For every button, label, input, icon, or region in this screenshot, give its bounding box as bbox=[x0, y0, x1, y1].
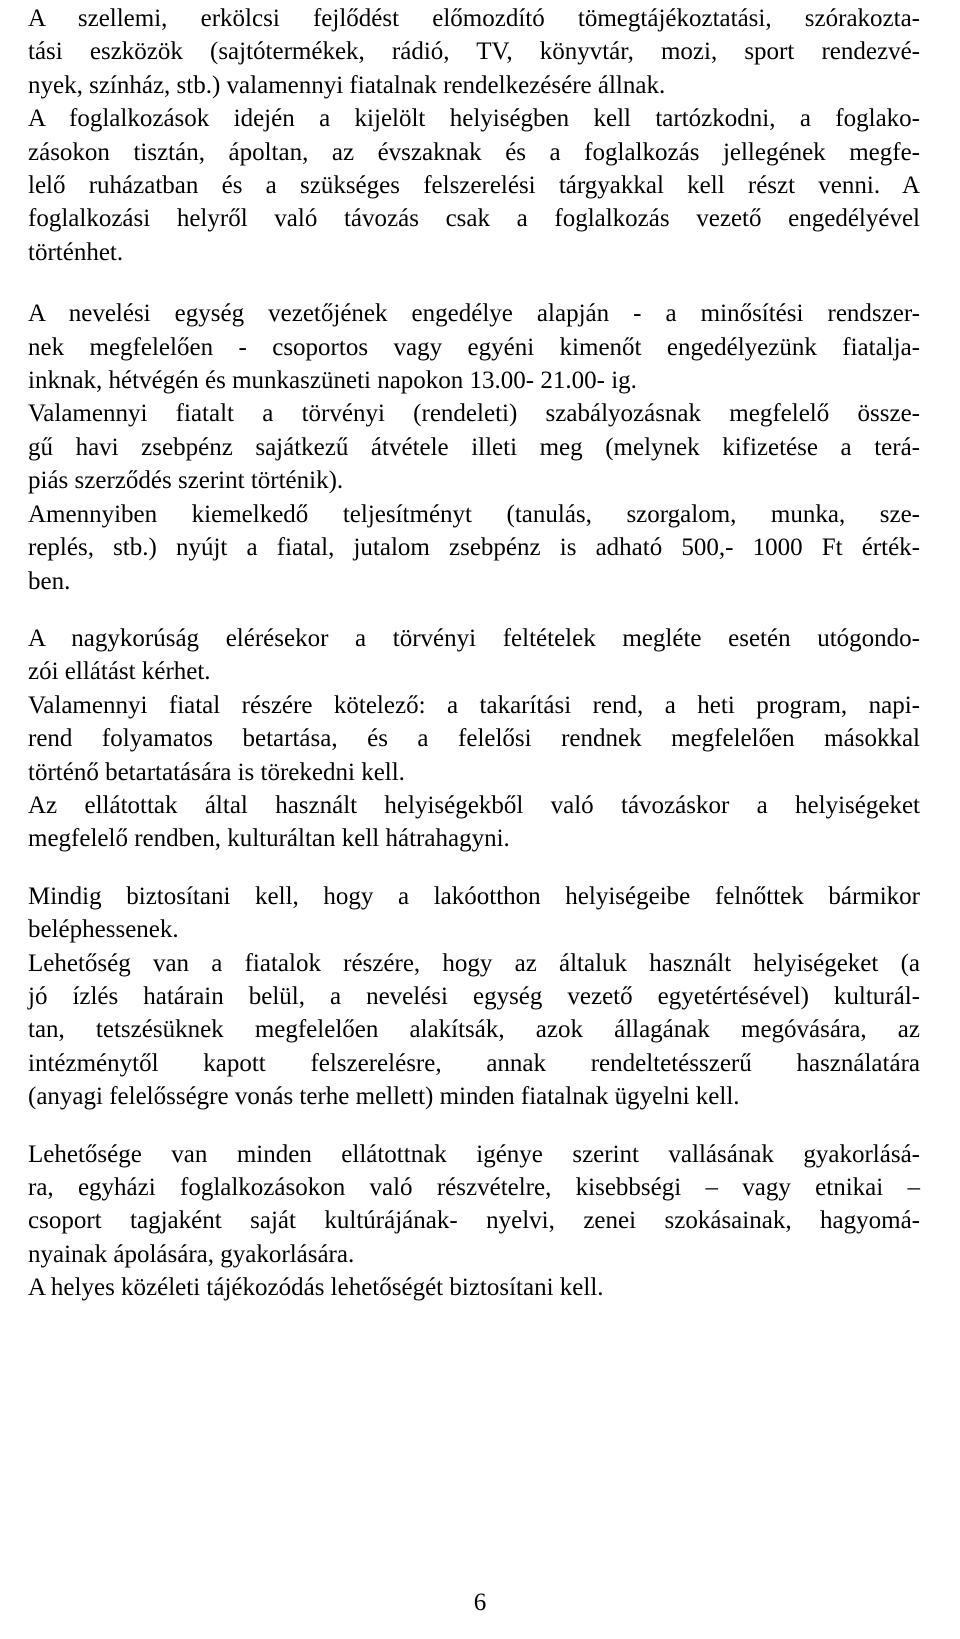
text-line: A foglalkozások idején a kijelölt helyiségben kell tartózkodni, a foglako- bbox=[28, 105, 920, 133]
text-line: foglalkozási helyről való távozás csak a foglalkozás vezető engedélyével bbox=[28, 205, 920, 233]
text-line: tan, tetszésüknek megfelelően alakítsák, azok állagának megóvására, az bbox=[28, 1016, 920, 1044]
text-line: Amennyiben kiemelkedő teljesítményt (tanulás, szorgalom, munka, sze- bbox=[28, 500, 920, 528]
text-line: nyainak ápolására, gyakorlására. bbox=[28, 1240, 355, 1268]
paragraph-block bbox=[28, 880, 920, 1114]
text-line: történő betartatására is törekedni kell. bbox=[28, 758, 405, 786]
text-line: ra, egyházi foglalkozásokon való részvételre, kisebbségi – vagy etnikai – bbox=[28, 1174, 920, 1201]
text-line: zói ellátást kérhet. bbox=[28, 658, 211, 686]
paragraph-block bbox=[28, 1138, 920, 1305]
text-line: nek megfelelően - csoportos vagy egyéni kimenőt engedélyezünk fiatalja- bbox=[28, 333, 920, 361]
text-line: ben. bbox=[28, 567, 71, 595]
text-line: piás szerződés szerint történik). bbox=[28, 467, 344, 495]
text-line: gű havi zsebpénz sajátkezű átvétele illeti meg (melynek kifizetése a terá- bbox=[28, 433, 920, 461]
text-line: replés, stb.) nyújt a fiatal, jutalom zsebpénz is adható 500,- 1000 Ft érték- bbox=[28, 534, 920, 562]
text-line: Az ellátottak által használt helyiségekből való távozáskor a helyiségeket bbox=[28, 791, 920, 819]
paragraph-block bbox=[28, 297, 920, 598]
text-line: történhet. bbox=[28, 238, 124, 266]
text-line: csoport tagjaként saját kultúrájának- nyelvi, zenei szokásainak, hagyomá- bbox=[28, 1207, 920, 1235]
text-line: Valamennyi fiatalt a törvényi (rendeleti) szabályozásnak megfelelő össze- bbox=[28, 400, 920, 428]
text-line: Lehetősége van minden ellátottnak igénye szerint vallásának gyakorlásá- bbox=[28, 1140, 920, 1168]
text-line: A nevelési egység vezetőjének engedélye alapján - a minősítési rendszer- bbox=[28, 300, 920, 328]
text-line: lelő ruházatban és a szükséges felszerelési tárgyakkal kell részt venni. A bbox=[28, 172, 920, 200]
text-line: Lehetőség van a fiatalok részére, hogy az általuk használt helyiségeket (a bbox=[28, 949, 920, 977]
text-line: megfelelő rendben, kulturáltan kell hátrahagyni. bbox=[28, 825, 510, 853]
text-line: (anyagi felelősségre vonás terhe mellett) minden fiatalnak ügyelni kell. bbox=[28, 1083, 740, 1111]
paragraph-block bbox=[28, 622, 920, 856]
text-line: jó ízlés határain belül, a nevelési egység vezető egyetértésével) kulturál- bbox=[28, 982, 920, 1010]
text-line: beléphessenek. bbox=[28, 916, 179, 944]
text-line: A helyes közéleti tájékozódás lehetőségét biztosítani kell. bbox=[28, 1274, 604, 1302]
text-line: intézménytől kapott felszerelésre, annak rendeltetésszerű használatára bbox=[28, 1049, 920, 1077]
page-number: 6 bbox=[473, 1589, 487, 1616]
text-line: inknak, hétvégén és munkaszüneti napokon 13.00- 21.00- ig. bbox=[28, 367, 637, 395]
text-line: Valamennyi fiatal részére kötelező: a takarítási rend, a heti program, napi- bbox=[28, 691, 920, 719]
document-page bbox=[28, 0, 920, 1305]
text-line: zásokon tisztán, ápoltan, az évszaknak és a foglalkozás jellegének megfe- bbox=[28, 138, 920, 166]
text-line: A nagykorúság elérésekor a törvényi feltételek megléte esetén utógondo- bbox=[28, 624, 920, 652]
paragraph-block bbox=[28, 2, 920, 269]
text-line: A szellemi, erkölcsi fejlődést előmozdító tömegtájékoztatási, szórakozta- bbox=[28, 5, 920, 32]
text-line: rend folyamatos betartása, és a felelősi rendnek megfelelően másokkal bbox=[28, 725, 920, 753]
text-line: nyek, színház, stb.) valamennyi fiatalnak rendelkezésére állnak. bbox=[28, 71, 666, 99]
text-line: Mindig biztosítani kell, hogy a lakóotthon helyiségeibe felnőttek bármikor bbox=[28, 882, 920, 910]
text-line: tási eszközök (sajtótermékek, rádió, TV, könyvtár, mozi, sport rendezvé- bbox=[28, 38, 920, 66]
